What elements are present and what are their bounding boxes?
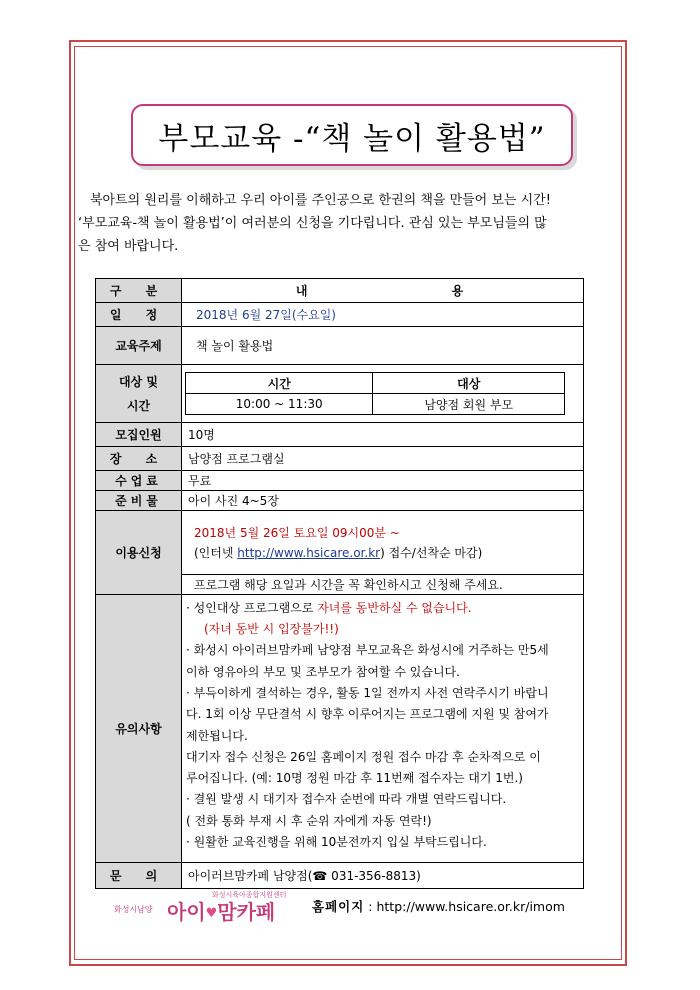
table-row [96,491,584,511]
apply-link[interactable]: http://www.hsicare.or.kr [237,545,381,560]
info-table [95,278,584,889]
logo-text: 아이 [167,900,206,924]
note-line: ( 전화 통화 부재 시 후 순위 자에게 자동 연락!) [186,813,432,828]
apply-info [182,511,584,575]
note-line: · 원활한 교육진행을 위해 10분전까지 입실 부탁드립니다. [186,834,487,849]
intro-line: 북아트의 원리를 이해하고 우리 아이를 주인공으로 한권의 책을 만들어 보는 시간! [90,193,551,208]
note-line [186,598,579,619]
apply-notice: 프로그램 해당 요일과 시간을 꼭 확인하시고 신청해 주세요. [182,575,584,595]
notes-label: 유의사항 [96,595,182,863]
logo-caption: 화성시육아종합지원센터 [212,891,287,899]
table-row [96,863,584,889]
apply-label: 이용신청 [96,511,182,595]
apply-method-text: ) 접수/선착순 마감) [380,545,483,560]
intro-line: 은 참여 바랍니다. [78,239,179,254]
homepage-info [312,897,565,915]
note-line: 대기자 접수 신청은 26일 홈페이지 정원 접수 마감 후 순차적으로 이 [186,749,541,764]
target-time-cell [182,365,584,423]
col-time-header: 시간 [186,373,373,394]
place-label: 장 소 [96,447,182,471]
table-row [96,471,584,491]
homepage-link[interactable]: http://www.hsicare.or.kr/imom [376,899,565,914]
note-text: · 성인대상 프로그램으로 [186,600,318,615]
schedule-table [185,372,565,415]
homepage-label: 홈페이지 [312,899,365,914]
note-line: · 화성시 아이러브맘카페 남양점 부모교육은 화성시에 거주하는 만5세 [186,643,549,658]
intro-line: ‘부모교육-책 놀이 활용법’이 여러분의 신청을 기다립니다. 관심 있는 부모님들의 많 [78,216,547,231]
note-line: 이하 영유아의 부모 및 조부모가 참여할 수 있습니다. [186,664,460,679]
table-row [96,423,584,447]
table-row [96,511,584,575]
note-warning: 자녀를 동반하실 수 없습니다. [317,600,472,615]
table-row [96,279,584,303]
apply-date: 2018년 5월 26일 토요일 09시00분 ~ [194,525,400,540]
date-value: 2018년 6월 27일(수요일) [182,303,584,327]
apply-method-text: (인터넷 [194,545,238,560]
note-line: (자녀 동반 시 입장불가!!) [204,622,339,637]
contact-label: 문 의 [96,863,182,889]
note-line: · 결원 발생 시 대기자 접수자 순번에 따라 개별 연락드립니다. [186,792,507,807]
heart-icon: ♥ [205,906,218,921]
topic-label: 교육주제 [96,327,182,365]
cafe-logo [167,896,275,925]
fee-label: 수업료 [96,471,182,491]
header-content: 내 용 [182,279,584,303]
target-time-label-line: 대상 및 [119,374,158,389]
footer [112,890,582,924]
target-time-label-line: 시간 [126,398,151,413]
col-target-header: 대상 [373,373,565,394]
note-line: · 부득이하게 결석하는 경우, 활동 1일 전까지 사전 연락주시기 바랍니 [186,685,549,700]
table-row [96,365,584,423]
apply-method [194,543,577,563]
date-label: 일 정 [96,303,182,327]
place-value: 남양점 프로그램실 [182,447,584,471]
title-box [131,104,573,166]
note-line: 다. 1회 이상 무단결석 시 향후 이루어지는 프로그램에 지원 및 참여가 [186,707,549,722]
notes-content [182,595,584,863]
header-label: 구 분 [96,279,182,303]
logo-subtext: 화성시남양 [114,905,153,914]
contact-value: 아이러브맘카페 남양점(☎ 031-356-8813) [182,863,584,889]
supplies-value: 아이 사진 4~5장 [182,491,584,511]
intro-paragraph [78,189,622,258]
table-row [96,447,584,471]
supplies-label: 준비물 [96,491,182,511]
fee-value: 무료 [182,471,584,491]
target-time-label [96,365,182,423]
note-line: 루어집니다. (예: 10명 정원 마감 후 11번째 접수자는 대기 1번.) [186,771,523,786]
target-value: 남양점 회원 부모 [373,394,565,415]
capacity-label: 모집인원 [96,423,182,447]
page-title: 부모교육 -“책 놀이 활용법” [158,120,546,157]
time-value: 10:00 ~ 11:30 [186,394,373,415]
homepage-separator: : [364,899,377,914]
note-line: 제한됩니다. [186,728,248,743]
capacity-value: 10명 [182,423,584,447]
table-row [96,303,584,327]
logo-text: 맘카페 [217,900,276,924]
topic-value: 책 놀이 활용법 [182,327,584,365]
table-row [96,595,584,863]
table-row [96,327,584,365]
